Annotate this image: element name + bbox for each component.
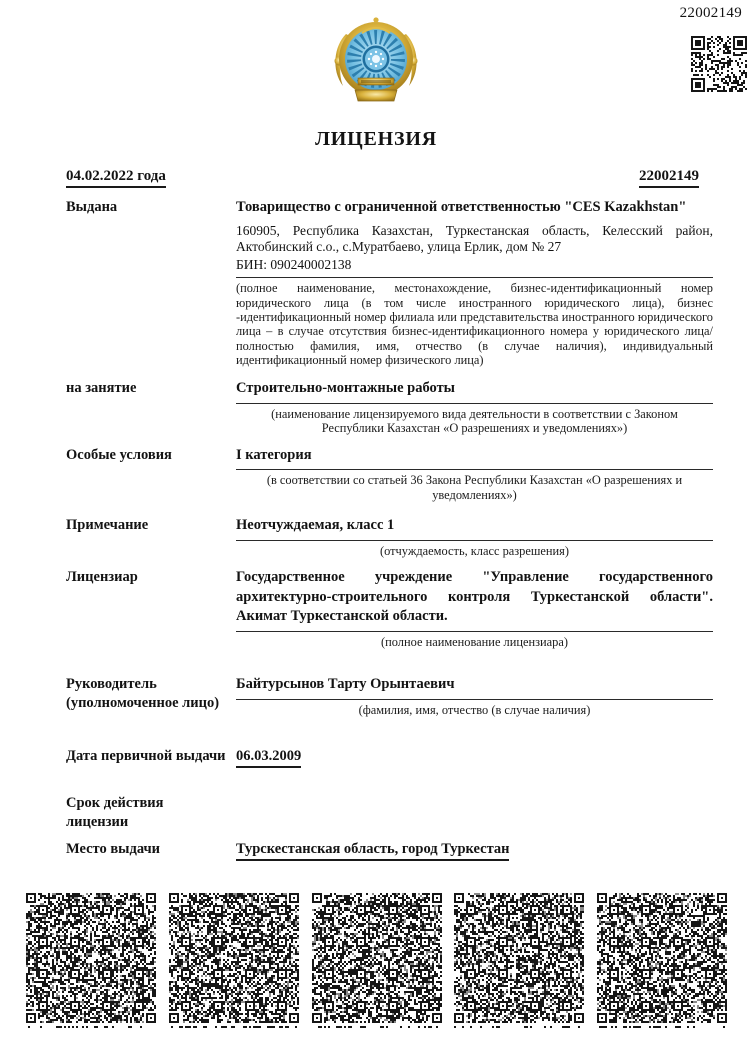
field-head [66,675,713,717]
data-matrix-code-3 [312,893,443,1029]
field-divider [236,277,713,278]
first-issue-date-label: Дата первичной выдачи [66,748,226,765]
activity-value: Строительно-монтажные работы [236,380,456,397]
licensor-value: Государственное учреждение "Управление государственного архитектурно-строительного контроля Туркестанской области". Акимат Туркестанской области. [236,569,713,625]
field-issued-to [66,198,713,367]
head-note: (фамилия, имя, отчество (в случае наличия) [358,702,591,717]
field-divider [236,540,713,541]
license-body [66,168,713,861]
data-matrix-code-1 [26,893,157,1029]
issue-date: 04.02.2022 года [66,168,166,188]
page-title: ЛИЦЕНЗИЯ [315,128,437,150]
validity-label: Срок действия лицензии [66,795,164,830]
kazakhstan-emblem-icon [328,12,424,112]
issued-to-address: 160905, Республика Казахстан, Туркестанская область, Келесский район, Актобинский с.о., с.Муратбаево, улица Ерлик, дом № 27 [236,222,713,254]
remark-note: (отчуждаемость, класс разрешения) [379,543,570,558]
licensor-label: Лицензиар [66,569,138,586]
signature-barcode-strip [26,893,728,1029]
field-divider [236,469,713,470]
data-matrix-code-2 [169,893,300,1029]
date-number-row [66,168,713,188]
corner-document-number: 22002149 [679,5,742,21]
head-value: Байтурсынов Тарту Орынтаевич [236,676,455,693]
issue-place-value: Турскестанская область, город Туркестан [236,841,509,861]
qr-code-icon [691,36,747,92]
issued-to-note: (полное наименование, местонахождение, бизнес-идентификационный номер юридического лица (в том числе иностранного юридического лица), бизнес -идентификационный номер филиала или представительства иностранного юридического лица – в случае отсутствия бизнес-идентификационного номера у юридического лица/полностью фамилия, имя, отчество (в случае наличия), индивидуальный идентификационный номер физического лица) [236,281,713,368]
field-divider [236,631,713,632]
field-divider [236,699,713,700]
head-label: Руководитель (уполномоченное лицо) [66,676,220,712]
field-issue-place [66,840,713,861]
field-licensor [66,568,713,649]
field-special-conditions [66,446,713,502]
data-matrix-code-5 [597,893,728,1029]
field-remark [66,516,713,558]
issue-place-label: Место выдачи [66,840,161,857]
field-divider [236,403,713,404]
data-matrix-code-4 [454,893,585,1029]
issued-to-value: Товарищество с ограниченной ответственностью "CES Kazakhstan" [236,199,687,215]
field-validity [66,794,713,832]
special-conditions-note: (в соответствии со статьей 36 Закона Республики Казахстан «О разрешениях и уведомлениях») [266,473,683,502]
field-activity [66,379,713,435]
licensor-note: (полное наименование лицензиара) [381,634,568,649]
activity-label: на занятие [66,380,137,397]
first-issue-date-value: 06.03.2009 [236,748,301,768]
remark-value: Неотчуждаемая, класс 1 [236,517,395,534]
activity-note: (наименование лицензируемого вида деятельности в соответствии с Законом Республики Казахстан «О разрешениях и уведомлениях») [271,407,678,436]
issued-to-bin: БИН: 090240002138 [236,256,352,272]
special-conditions-label: Особые условия [66,446,172,463]
field-first-issue-date [66,747,713,768]
license-number: 22002149 [639,168,699,188]
special-conditions-value: I категория [236,446,312,463]
remark-label: Примечание [66,517,149,534]
issued-to-label: Выдана [66,199,118,215]
